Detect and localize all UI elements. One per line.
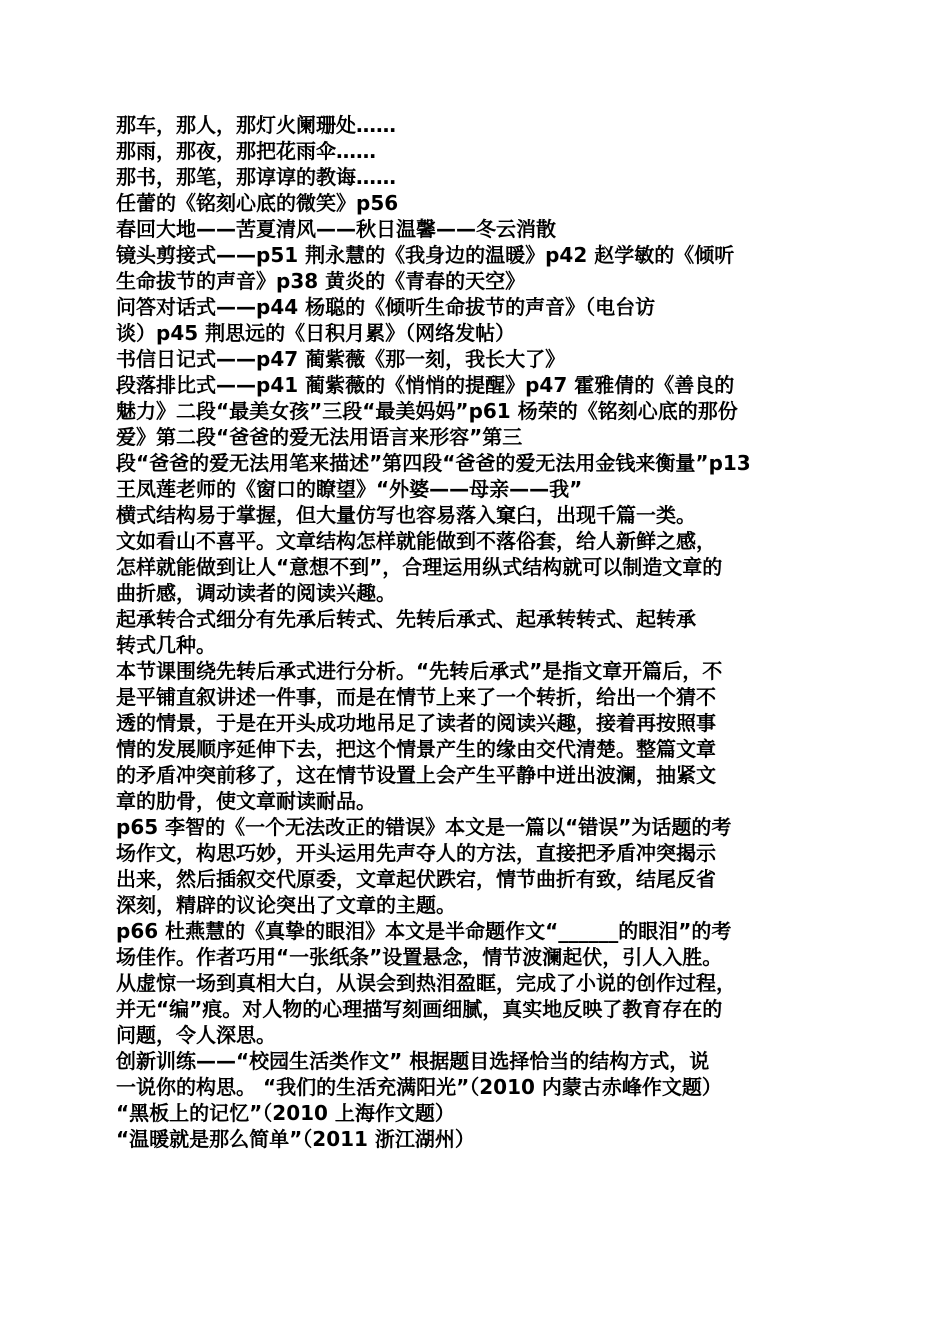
text-line: 是平铺直叙讲述一件事，而是在情节上来了一个转折，给出一个猜不 [116,685,716,709]
text-line: 的矛盾冲突前移了，这在情节设置上会产生平静中迸出波澜，抽紧文 [116,763,716,787]
text-line: 场佳作。作者巧用“一张纸条”设置悬念，情节波澜起伏，引人入胜。 [116,945,723,969]
text-line: 任蕾的《铭刻心底的微笑》p56 [116,191,399,215]
text-line: 从虚惊一场到真相大白，从误会到热泪盈眶，完成了小说的创作过程， [116,971,736,995]
text-line: 春回大地——苦夏清风——秋日温馨——冬云消散 [116,217,556,241]
text-line: 曲折感，调动读者的阅读兴趣。 [116,581,396,605]
text-line: 生命拔节的声音》p38 黄炎的《青春的天空》 [116,269,526,293]
text-line: “黑板上的记忆”（2010 上海作文题） [116,1101,455,1125]
text-line: 本节课围绕先转后承式进行分析。“先转后承式”是指文章开篇后，不 [116,659,723,683]
text-line: 问题，令人深思。 [116,1023,276,1047]
text-line: 王凤莲老师的《窗口的瞭望》“外婆——母亲——我” [116,477,583,501]
text-line: 深刻，精辟的议论突出了文章的主题。 [116,893,456,917]
text-line: “温暖就是那么简单”（2011 浙江湖州） [116,1127,475,1151]
text-line: 情的发展顺序延伸下去，把这个情景产生的缘由交代清楚。整篇文章 [116,737,716,761]
text-line: 创新训练——“校园生活类作文” 根据题目选择恰当的结构方式，说 [116,1049,710,1073]
text-line: 书信日记式——p47 蔺紫薇《那一刻，我长大了》 [116,347,566,371]
text-line: 段“爸爸的爱无法用笔来描述”第四段“爸爸的爱无法用金钱来衡量”p13 [116,451,751,475]
text-line: 透的情景，于是在开头成功地吊足了读者的阅读兴趣，接着再按照事 [116,711,716,735]
text-line: 并无“编”痕。对人物的心理描写刻画细腻，真实地反映了教育存在的 [116,997,723,1021]
text-line: p66 杜燕慧的《真挚的眼泪》本文是半命题作文“______的眼泪”的考 [116,919,732,943]
text-line: 怎样就能做到让人“意想不到”，合理运用纵式结构就可以制造文章的 [116,555,723,579]
text-line: p65 李智的《一个无法改正的错误》本文是一篇以“错误”为话题的考 [116,815,732,839]
text-line: 一说你的构思。 “我们的生活充满阳光”（2010 内蒙古赤峰作文题） [116,1075,722,1099]
text-line: 镜头剪接式——p51 荆永慧的《我身边的温暖》p42 赵学敏的《倾听 [116,243,735,267]
text-line: 横式结构易于掌握，但大量仿写也容易落入窠臼，出现千篇一类。 [116,503,696,527]
text-line: 场作文，构思巧妙，开头运用先声夺人的方法，直接把矛盾冲突揭示 [116,841,716,865]
text-line: 文如看山不喜平。文章结构怎样就能做到不落俗套，给人新鲜之感， [116,529,716,553]
text-line: 谈）p45 荆思远的《日积月累》（网络发帖） [116,321,516,345]
text-line: 那车，那人，那灯火阑珊处…… [116,113,396,137]
text-line: 魅力》二段“最美女孩”三段“最美妈妈”p61 杨荣的《铭刻心底的那份 [116,399,738,423]
text-line: 那雨，那夜，那把花雨伞…… [116,139,376,163]
text-line: 转式几种。 [116,633,216,657]
document-body [116,112,840,1152]
text-line: 起承转合式细分有先承后转式、先转后承式、起承转转式、起转承 [116,607,696,631]
text-line: 问答对话式——p44 杨聪的《倾听生命拔节的声音》（电台访 [116,295,656,319]
text-line: 段落排比式——p41 蔺紫薇的《悄悄的提醒》p47 霍雅倩的《善良的 [116,373,735,397]
text-line: 爱》第二段“爸爸的爱无法用语言来形容”第三 [116,425,523,449]
text-line: 出来，然后插叙交代原委，文章起伏跌宕，情节曲折有致，结尾反省 [116,867,716,891]
text-line: 那书，那笔，那谆谆的教诲…… [116,165,396,189]
text-line: 章的肋骨，使文章耐读耐品。 [116,789,376,813]
